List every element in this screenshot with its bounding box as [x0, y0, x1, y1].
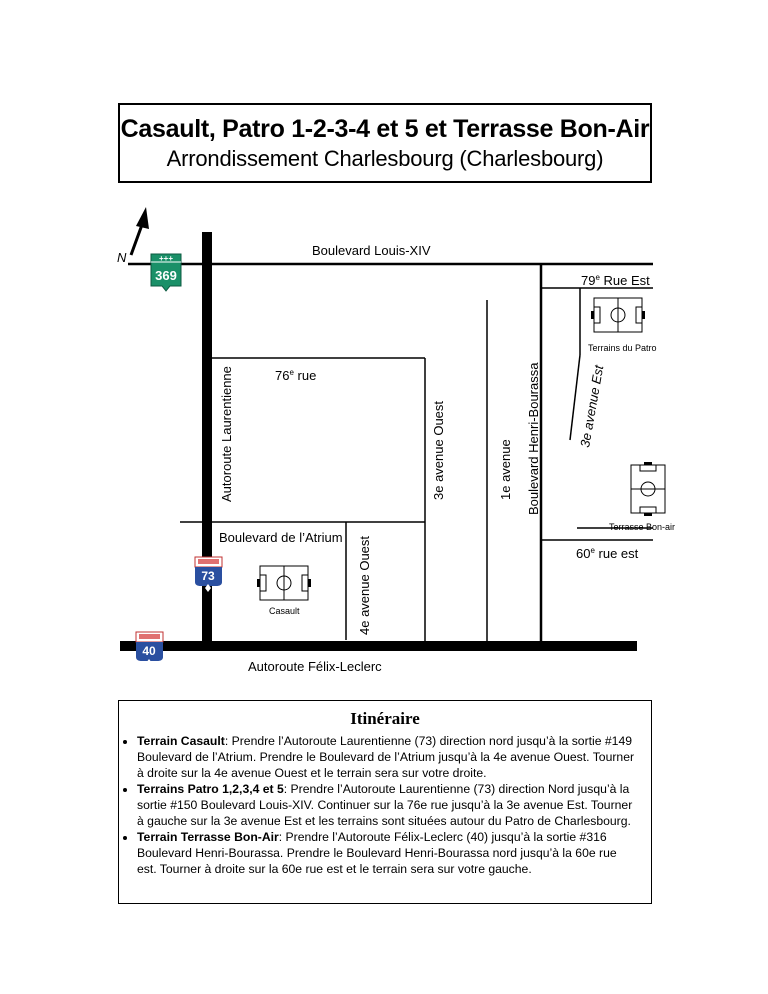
label-boul-atrium: Boulevard de l’Atrium	[219, 530, 343, 545]
north-label: N	[117, 250, 127, 265]
label-4e-ave-ouest: 4e avenue Ouest	[357, 535, 372, 635]
itinerary-box	[118, 700, 652, 904]
soccer-field-icon	[631, 462, 665, 516]
list-item: • Terrain Terrasse Bon-Air: Prendre l’Autoroute Félix-Leclerc (40) jusqu’à la sortie #316 Boulevard Henri-Bourassa. Prendre le Boulevard Henri-Bourassa nord jusqu’à la 60e rue est. Tourner à droite sur la 60e rue est et le terrain sera sur votre gauche.	[137, 829, 639, 877]
label-casault: Casault	[269, 606, 300, 616]
list-item: • Terrain Casault: Prendre l’Autoroute Laurentienne (73) direction nord jusqu’à la sortie #149 Boulevard de l’Atrium. Prendre le Boulevard de l’Atrium jusqu’à la 4e avenue Ouest. Tourner à droite sur la 4e avenue Ouest et le terrain sera sur votre droite.	[137, 733, 639, 781]
soccer-field-icon	[591, 298, 645, 332]
list-item: • Terrains Patro 1,2,3,4 et 5: Prendre l’Autoroute Laurentienne (73) direction Nord jusqu’à la sortie #150 Boulevard Louis-XIV. Continuer sur la 76e rue jusqu’à la 3e avenue Est. Tourner à gauche sur la 3e avenue Est et les terrains sont situées autour du Patro de Charlesbourg.	[137, 781, 639, 829]
label-terrasse-bon-air: Terrasse Bon-air	[609, 522, 676, 532]
label-louis-xiv: Boulevard Louis-XIV	[312, 243, 431, 258]
soccer-field-icon	[257, 566, 311, 600]
svg-text:73: 73	[201, 569, 215, 583]
label-1e-ave: 1e avenue	[498, 439, 513, 500]
label-3e-ave-ouest: 3e avenue Ouest	[431, 400, 446, 500]
itinerary-list	[119, 733, 651, 877]
label-79e-rue: 79e Rue Est	[581, 273, 650, 288]
svg-text:369: 369	[155, 268, 177, 283]
svg-text:40: 40	[142, 644, 156, 658]
label-3e-ave-est: 3e avenue Est	[577, 364, 607, 449]
north-arrow-icon	[131, 207, 149, 255]
svg-text:+++: +++	[158, 254, 174, 263]
route-369-shield-icon	[151, 254, 181, 291]
autoroute-73-shield-icon	[195, 557, 222, 592]
itinerary-title: Itinéraire	[350, 709, 420, 728]
page-title: Casault, Patro 1-2-3-4 et 5 et Terrasse Bon-Air	[120, 115, 650, 143]
label-autoroute-laurentienne: Autoroute Laurentienne	[219, 366, 234, 502]
label-henri-bourassa: Boulevard Henri-Bourassa	[526, 362, 541, 515]
label-felix-leclerc: Autoroute Félix-Leclerc	[248, 659, 382, 674]
autoroute-40-shield-icon	[136, 632, 163, 667]
label-60e-rue: 60e rue est	[576, 546, 639, 561]
page-subtitle: Arrondissement Charlesbourg (Charlesbourg)	[166, 146, 604, 171]
label-terrains-patro: Terrains du Patro	[588, 343, 657, 353]
label-76e-rue: 76e rue	[275, 368, 317, 383]
